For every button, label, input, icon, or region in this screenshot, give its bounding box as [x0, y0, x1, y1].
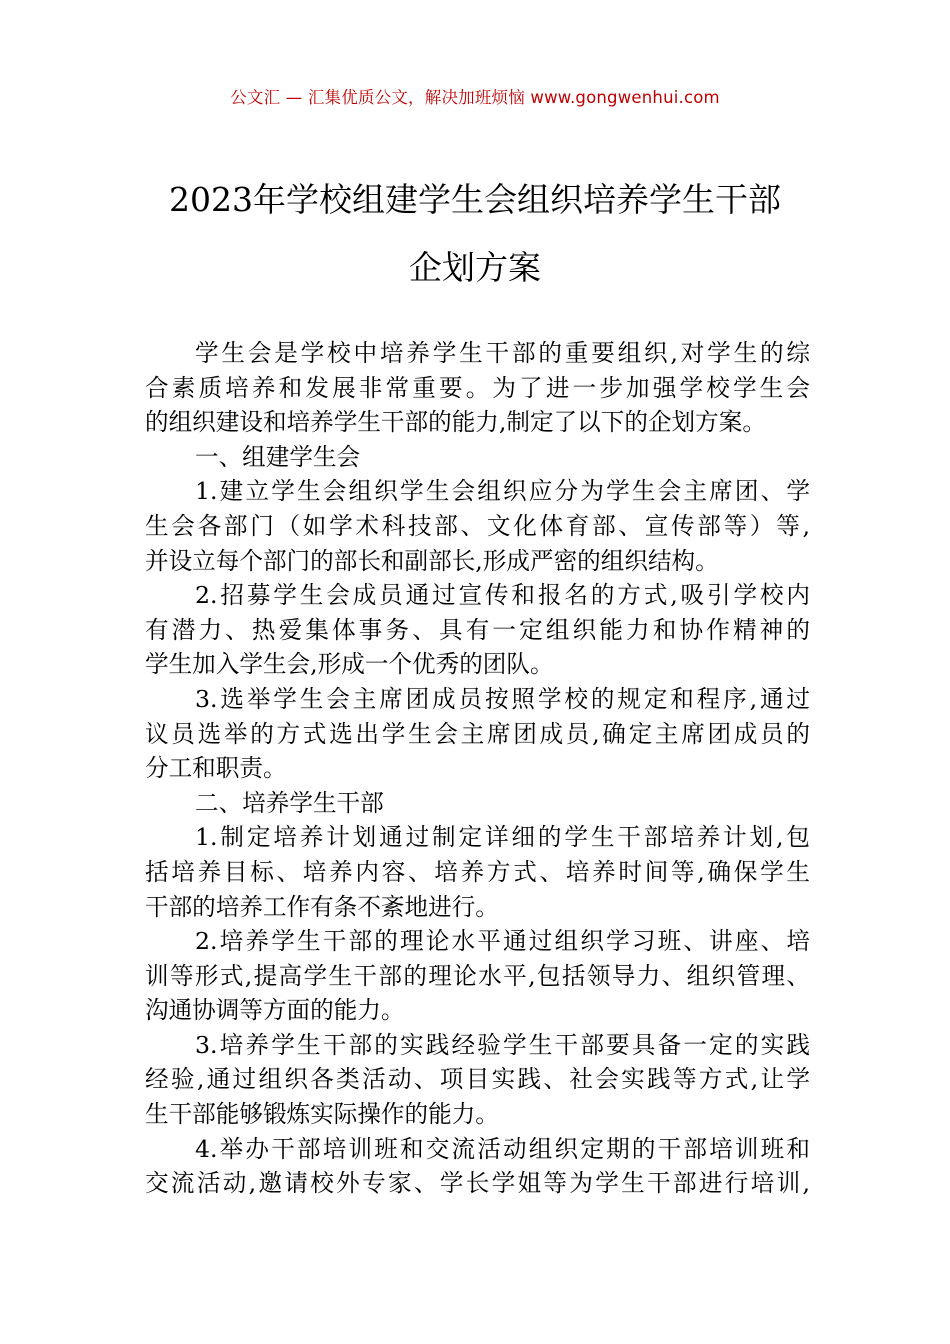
- paragraph-line: 干部的培养工作有条不紊地进行。: [145, 892, 499, 921]
- paragraph-line: 学生加入学生会,形成一个优秀的团队。: [145, 650, 554, 679]
- paragraph-line: 括培养目标、培养内容、培养方式、培养时间等,确保学生: [145, 857, 810, 886]
- document-title-line-2: 企划方案: [409, 248, 541, 287]
- paragraph-line: 生干部能够锻炼实际操作的能力。: [145, 1100, 499, 1129]
- paragraph-line: 并设立每个部门的部长和副部长,形成严密的组织结构。: [145, 546, 719, 575]
- document-title-line-1: 2023年学校组建学生会组织培养学生干部: [169, 180, 781, 219]
- paragraph-line: 4.举办干部培训班和交流活动组织定期的干部培训班和: [195, 1134, 810, 1163]
- paragraph-line: 2.培养学生干部的理论水平通过组织学习班、讲座、培: [195, 927, 810, 956]
- paragraph-line: 2.招募学生会成员通过宣传和报名的方式,吸引学校内: [195, 581, 810, 610]
- paragraph-line: 分工和职责。: [145, 754, 287, 783]
- header-banner: 公文汇 — 汇集优质公文，解决加班烦恼 www.gongwenhui.com: [230, 88, 720, 107]
- paragraph-line: 议员选举的方式选出学生会主席团成员,确定主席团成员的: [145, 719, 810, 748]
- section-heading: 一、组建学生会: [195, 442, 361, 471]
- paragraph-line: 学生会是学校中培养学生干部的重要组织,对学生的综: [195, 339, 810, 367]
- document-body: [145, 336, 810, 1201]
- paragraph-line: 生会各部门（如学术科技部、文化体育部、宣传部等）等,: [145, 511, 810, 540]
- paragraph-line: 3.选举学生会主席团成员按照学校的规定和程序,通过: [195, 684, 810, 713]
- paragraph-line: 经验,通过组织各类活动、项目实践、社会实践等方式,让学: [145, 1065, 810, 1094]
- section-heading: 二、培养学生干部: [195, 788, 384, 817]
- paragraph-line: 沟通协调等方面的能力。: [145, 996, 405, 1025]
- paragraph-line: 3.培养学生干部的实践经验学生干部要具备一定的实践: [195, 1030, 810, 1059]
- paragraph-line: 合素质培养和发展非常重要。为了进一步加强学校学生会: [145, 373, 810, 402]
- paragraph-line: 交流活动,邀请校外专家、学长学姐等为学生干部进行培训,: [145, 1169, 810, 1198]
- paragraph-line: 1.制定培养计划通过制定详细的学生干部培养计划,包: [195, 823, 810, 852]
- paragraph-line: 有潜力、热爱集体事务、具有一定组织能力和协作精神的: [145, 615, 810, 644]
- paragraph-line: 1.建立学生会组织学生会组织应分为学生会主席团、学: [195, 477, 810, 506]
- paragraph-line: 的组织建设和培养学生干部的能力,制定了以下的企划方案。: [145, 408, 766, 437]
- paragraph-line: 训等形式,提高学生干部的理论水平,包括领导力、组织管理、: [145, 961, 810, 990]
